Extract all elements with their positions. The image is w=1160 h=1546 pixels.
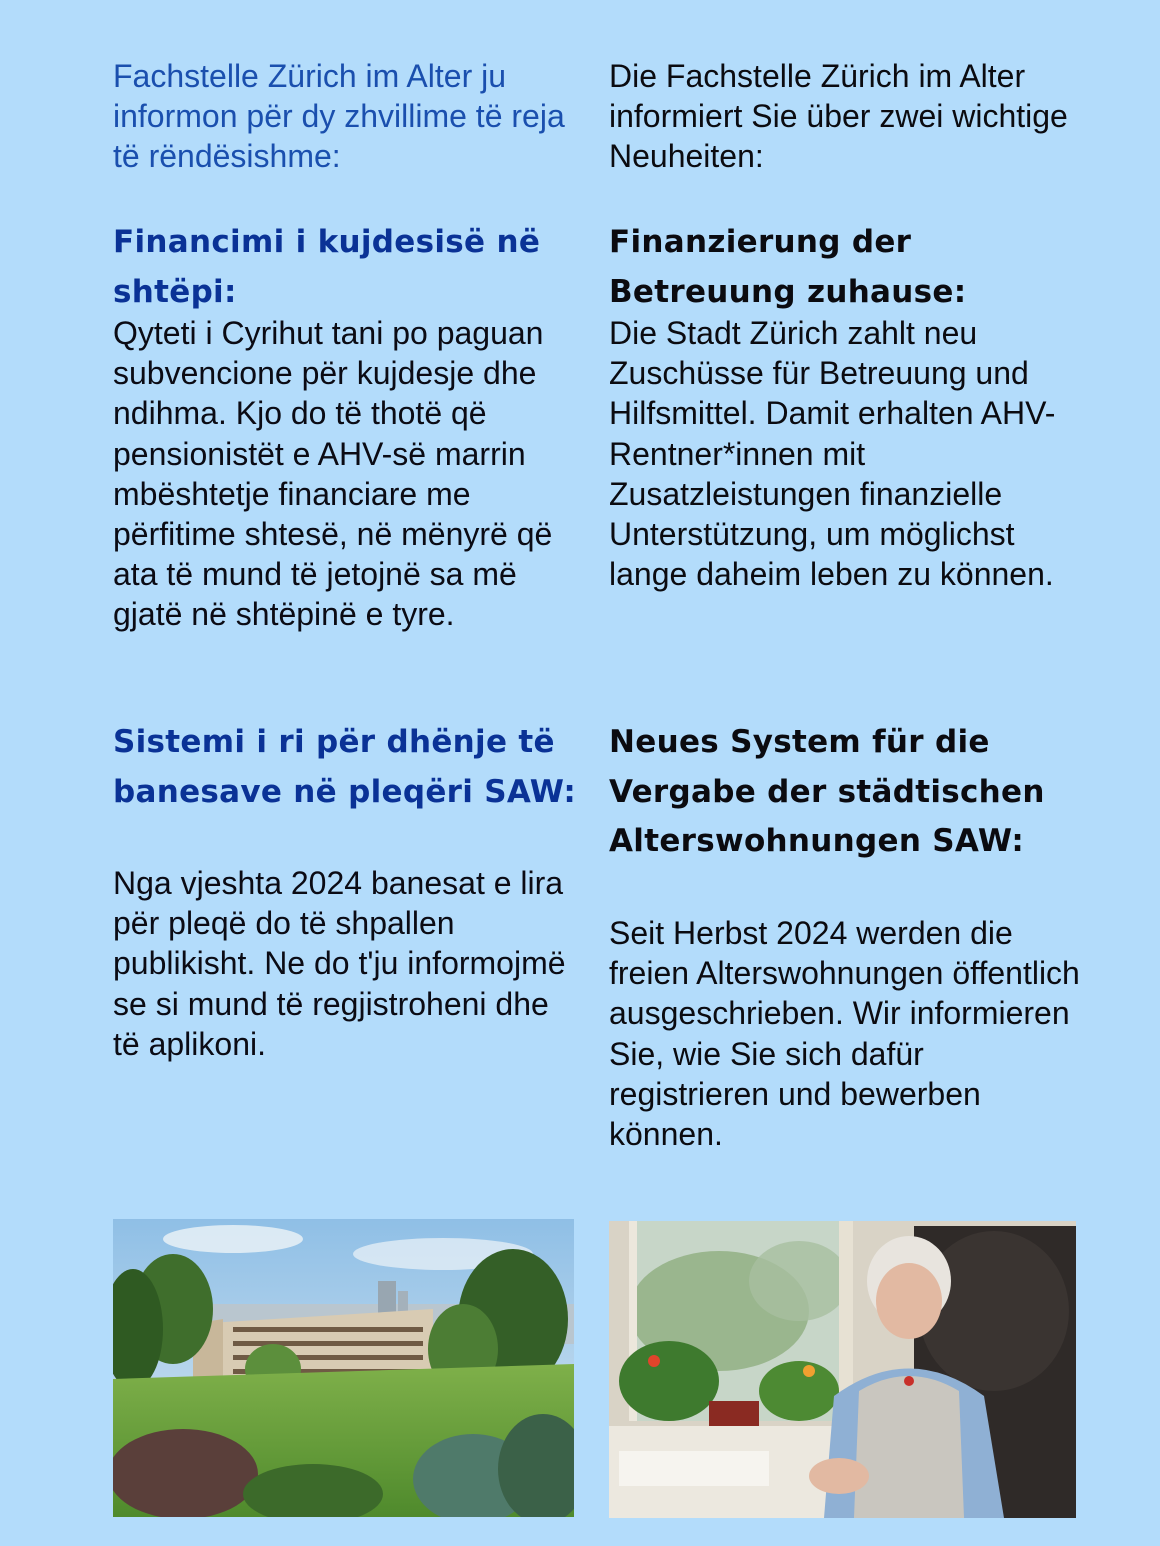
heading-home-care-german: Finanzierung der Betreuung zuhause: bbox=[609, 224, 967, 310]
body-saw-german: Seit Herbst 2024 werden die freien Alterswohnungen öffentlich ausgeschrieben. Wir informieren Sie, wie Sie sich dafür registrieren und bewerben können. bbox=[609, 915, 1080, 1153]
apartment-building-photo bbox=[113, 1219, 574, 1517]
body-home-care-german: Die Stadt Zürich zahlt neu Zuschüsse für Betreuung und Hilfsmittel. Damit erhalten AHV-Rentner*innen mit Zusatzleistungen finanzielle Unterstützung, um möglichst lange daheim leben zu können. bbox=[609, 315, 1056, 593]
intro-german: Die Fachstelle Zürich im Alter informiert Sie über zwei wichtige Neuheiten: bbox=[609, 58, 1068, 174]
body-saw-albanian: Nga vjeshta 2024 banesat e lira për pleqë do të shpallen publikisht. Ne do t'ju informojmë se si mund të regjistroheni dhe të aplikoni. bbox=[113, 865, 566, 1062]
heading-saw-german: Neues System für die Vergabe der städtischen Alterswohnungen SAW: bbox=[609, 724, 1045, 859]
intro-albanian: Fachstelle Zürich im Alter ju informon për dy zhvillime të reja të rëndësishme: bbox=[113, 58, 565, 174]
body-home-care-albanian: Qyteti i Cyrihut tani po paguan subvencione për kujdesje dhe ndihma. Kjo do të thotë që pensionistët e AHV-së marrin mbështetje financiare me përfitime shtesë, në mënyrë që ata të mund të jetojnë sa më gjatë në shtëpinë e tyre. bbox=[113, 315, 553, 633]
heading-saw-albanian: Sistemi i ri për dhënje të banesave në pleqëri SAW: bbox=[113, 724, 577, 810]
heading-home-care-albanian: Financimi i kujdesisë në shtëpi: bbox=[113, 224, 541, 310]
elderly-woman-photo bbox=[609, 1221, 1076, 1518]
